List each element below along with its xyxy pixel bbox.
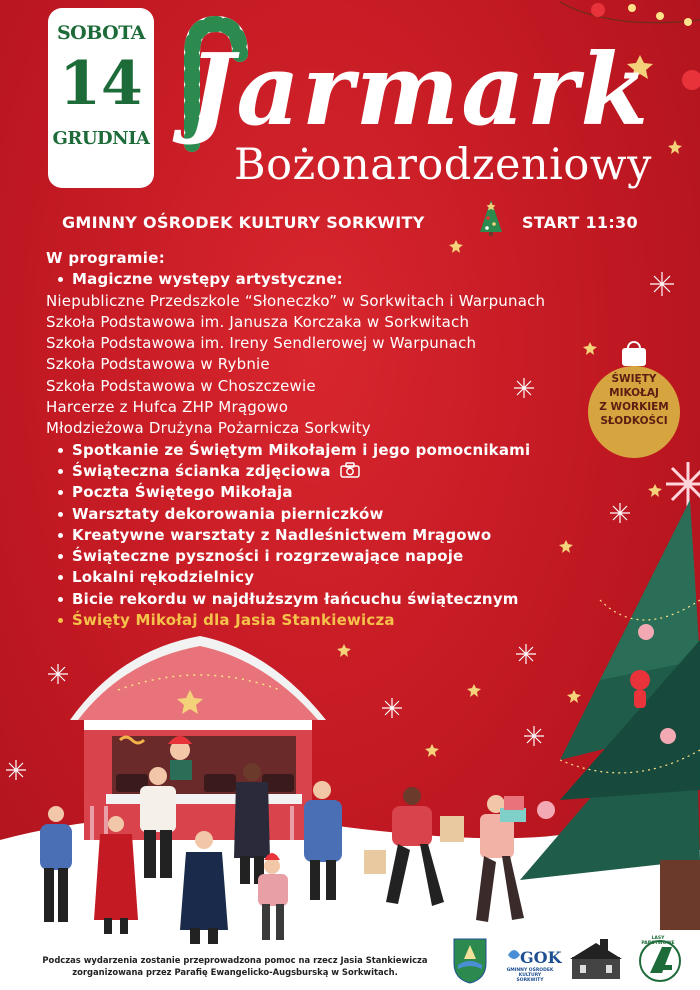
performer-item: Harcerze z Hufca ZHP Mrągowo (46, 398, 289, 417)
pink-snowflake-icon (666, 462, 700, 506)
program (46, 248, 646, 631)
day-number: 14 (59, 49, 143, 119)
program-item: Świąteczne pyszności i rozgrzewające napoje (46, 546, 646, 567)
venue-name: GMINNY OŚRODEK KULTURY SORKWITY (62, 213, 425, 232)
church-logo-icon (570, 939, 622, 979)
ornament-line: Z WORKIEM (599, 401, 669, 413)
market-stall-illustration (70, 636, 326, 840)
date-box (48, 8, 154, 188)
month-name: GRUDNIA (52, 128, 150, 149)
program-list-2 (46, 440, 646, 632)
program-item-highlight: Święty Mikołaj dla Jasia Stankiewicza (46, 610, 646, 631)
footer-line: Podczas wydarzenia zostanie przeprowadzona pomoc na rzecz Jasia Stankiewicza (42, 955, 428, 965)
christmas-tree-icon (476, 198, 506, 236)
performer-item: Szkoła Podstawowa im. Janusza Korczaka w Sorkwitach (46, 312, 470, 331)
title-sub: Bożonarodzeniowy (234, 140, 652, 190)
start-time: START 11:30 (522, 213, 638, 232)
program-item: Poczta Świętego Mikołaja (46, 482, 646, 503)
program-item: Warsztaty dekorowania pierniczków (46, 504, 646, 525)
footer-note (30, 955, 440, 978)
gok-logo-icon (508, 948, 563, 967)
gok-logo-name: GOK (520, 948, 562, 967)
program-item: Kreatywne warsztaty z Nadleśnictwem Mrągowo (46, 525, 646, 546)
performer-item: Młodzieżowa Drużyna Pożarnicza Sorkwity (46, 419, 371, 438)
performer-item: Szkoła Podstawowa w Rybnie (46, 355, 270, 374)
title-main-svg (168, 14, 688, 154)
camera-icon (340, 462, 360, 478)
program-item: Lokalni rękodzielnicy (46, 567, 646, 588)
performer-item: Szkoła Podstawowa w Choszczewie (46, 376, 316, 395)
program-heading: W programie: (46, 249, 166, 267)
ornament-line: ŚWIĘTY (611, 373, 657, 385)
gok-logo-caption: GMINNY OŚRODEK KULTURY SORKWITY (506, 968, 554, 983)
venue-line (62, 210, 662, 236)
ornament-line: SŁODKOŚCI (600, 415, 668, 427)
program-item: Bicie rekordu w najdłuższym łańcuchu świątecznym (46, 589, 646, 610)
ornament-line: MIKOŁAJ (609, 387, 659, 399)
performer-item: Niepubliczne Przedszkole “Słoneczko” w Sorkwitach i Warpunach (46, 291, 546, 310)
program-item: Spotkanie ze Świętym Mikołajem i jego pomocnikami (46, 440, 646, 461)
lasy-logo-caption: LASY PAŃSTWOWE (641, 936, 675, 946)
ornament-text (588, 372, 680, 428)
performer-item: Szkoła Podstawowa im. Ireny Sendlerowej w Warpunach (46, 334, 477, 353)
title-main: Jarmark (188, 33, 651, 148)
program-item: Magiczne występy artystyczne: (46, 269, 646, 290)
program-item-photo-wall (46, 461, 646, 482)
gmina-crest-icon (454, 939, 486, 983)
footer-line: zorganizowana przez Parafię Ewangelicko-Augsburską w Sorkwitach. (72, 966, 398, 977)
program-list (46, 269, 646, 290)
day-name: SOBOTA (56, 22, 146, 44)
program-item-label: Świąteczna ścianka zdjęciowa (72, 461, 331, 480)
lasy-panstwowe-logo-icon (640, 941, 680, 981)
